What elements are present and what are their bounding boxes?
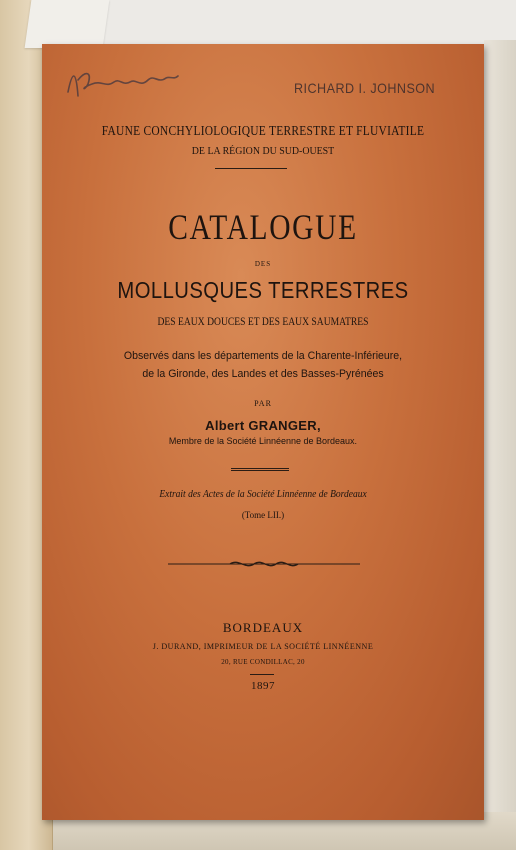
connector-des: DES — [254, 260, 272, 268]
handwritten-mark — [62, 62, 182, 104]
author-affiliation: Membre de la Société Linnéenne de Bordeaux. — [168, 436, 358, 446]
tome-line: (Tome LII.) — [241, 510, 285, 520]
divider — [215, 168, 287, 169]
series-title: FAUNE CONCHYLIOLOGIQUE TERRESTRE ET FLUVIATILE — [101, 124, 425, 139]
double-divider — [231, 468, 289, 469]
owner-stamp: RICHARD I. JOHNSON — [294, 80, 436, 96]
ornament-rule — [168, 558, 360, 570]
main-title: CATALOGUE — [168, 207, 358, 247]
publication-year: 1897 — [251, 680, 275, 692]
book-cover — [42, 44, 484, 820]
subtitle: MOLLUSQUES TERRESTRES — [117, 277, 409, 303]
small-divider — [250, 674, 274, 675]
printer-line: J. DURAND, IMPRIMEUR DE LA SOCIÉTÉ LINNÉENNE — [152, 641, 374, 651]
paper-tab — [25, 0, 110, 48]
city: BORDEAUX — [222, 620, 304, 635]
observed-line-2: de la Gironde, des Landes et des Basses-Pyrénées — [142, 368, 384, 380]
author-name: Albert GRANGER, — [205, 418, 321, 433]
par-label: PAR — [254, 399, 272, 408]
region-line: DE LA RÉGION DU SUD-OUEST — [191, 145, 335, 157]
printer-address: 20, RUE CONDILLAC, 20 — [221, 658, 305, 666]
extract-line: Extrait des Actes de la Société Linnéenne de Bordeaux — [159, 489, 367, 500]
observed-line-1: Observés dans les départements de la Charente-Inférieure, — [123, 350, 403, 362]
subtitle-secondary: DES EAUX DOUCES ET DES EAUX SAUMATRES — [157, 314, 369, 328]
underlying-page-edge — [484, 40, 516, 850]
